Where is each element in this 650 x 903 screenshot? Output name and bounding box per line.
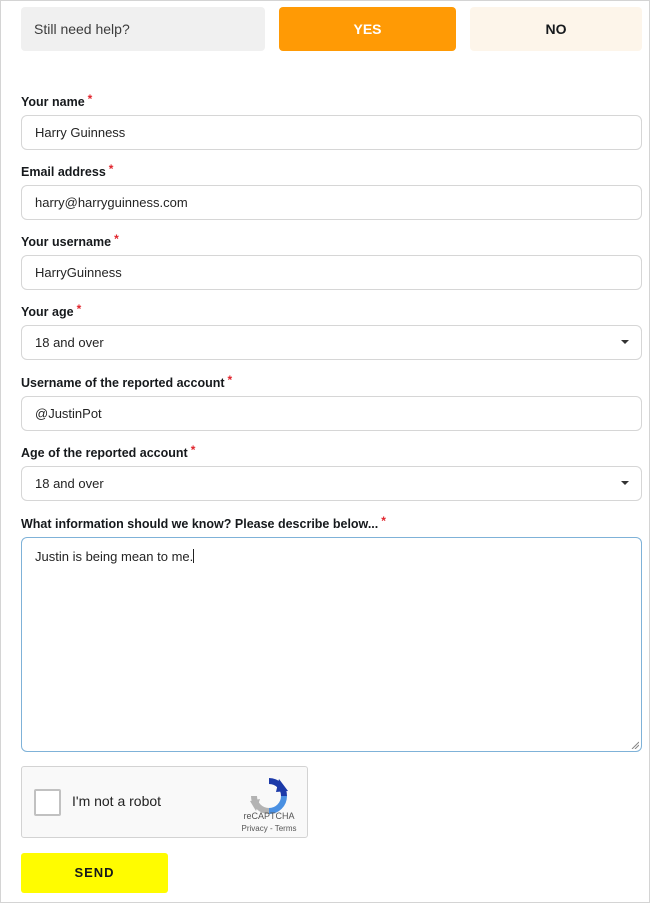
- description-text: Justin is being mean to me.: [35, 549, 194, 564]
- send-button[interactable]: SEND: [21, 853, 168, 893]
- required-marker: *: [108, 162, 114, 176]
- description-label: What information should we know? Please describe below... *: [21, 514, 386, 531]
- required-marker: *: [190, 443, 196, 457]
- description-textarea[interactable]: [21, 537, 642, 752]
- required-marker: *: [87, 92, 93, 106]
- username-field-group: [21, 231, 642, 290]
- required-marker: *: [114, 232, 119, 246]
- required-marker: *: [227, 373, 233, 387]
- username-input[interactable]: HarryGuinness: [21, 255, 642, 290]
- username-label: Your username *: [21, 232, 119, 249]
- text-cursor: [193, 549, 194, 563]
- name-field-group: [21, 91, 642, 150]
- still-need-help-text: Still need help?: [21, 7, 265, 51]
- email-label: Email address *: [21, 162, 114, 179]
- recaptcha-checkbox[interactable]: [34, 789, 61, 816]
- resize-handle-icon[interactable]: [631, 741, 639, 749]
- age-select-value: 18 and over: [35, 335, 104, 350]
- age-select[interactable]: [21, 325, 642, 360]
- name-label: Your name *: [21, 92, 93, 109]
- help-row: [21, 7, 642, 51]
- reported-age-label: Age of the reported account *: [21, 443, 196, 460]
- recaptcha-brand: reCAPTCHA: [243, 811, 295, 821]
- description-field-group: [21, 513, 642, 752]
- required-marker: *: [381, 514, 386, 528]
- recaptcha-label: I'm not a robot: [72, 793, 162, 809]
- age-label: Your age *: [21, 302, 82, 319]
- yes-button[interactable]: YES: [279, 7, 456, 51]
- no-button[interactable]: NO: [470, 7, 642, 51]
- chevron-down-icon: [621, 481, 629, 485]
- name-input[interactable]: Harry Guinness: [21, 115, 642, 150]
- chevron-down-icon: [621, 340, 629, 344]
- recaptcha-widget: [21, 766, 308, 838]
- email-input[interactable]: harry@harryguinness.com: [21, 185, 642, 220]
- reported-age-select[interactable]: [21, 466, 642, 501]
- age-field-group: [21, 301, 642, 360]
- reported-username-field-group: [21, 372, 642, 431]
- reported-username-label: Username of the reported account *: [21, 373, 233, 390]
- required-marker: *: [76, 302, 82, 316]
- reported-username-input[interactable]: @JustinPot: [21, 396, 642, 431]
- email-field-group: [21, 161, 642, 220]
- reported-age-select-value: 18 and over: [35, 476, 104, 491]
- reported-age-field-group: [21, 442, 642, 501]
- recaptcha-terms-link[interactable]: Privacy - Terms: [241, 824, 297, 833]
